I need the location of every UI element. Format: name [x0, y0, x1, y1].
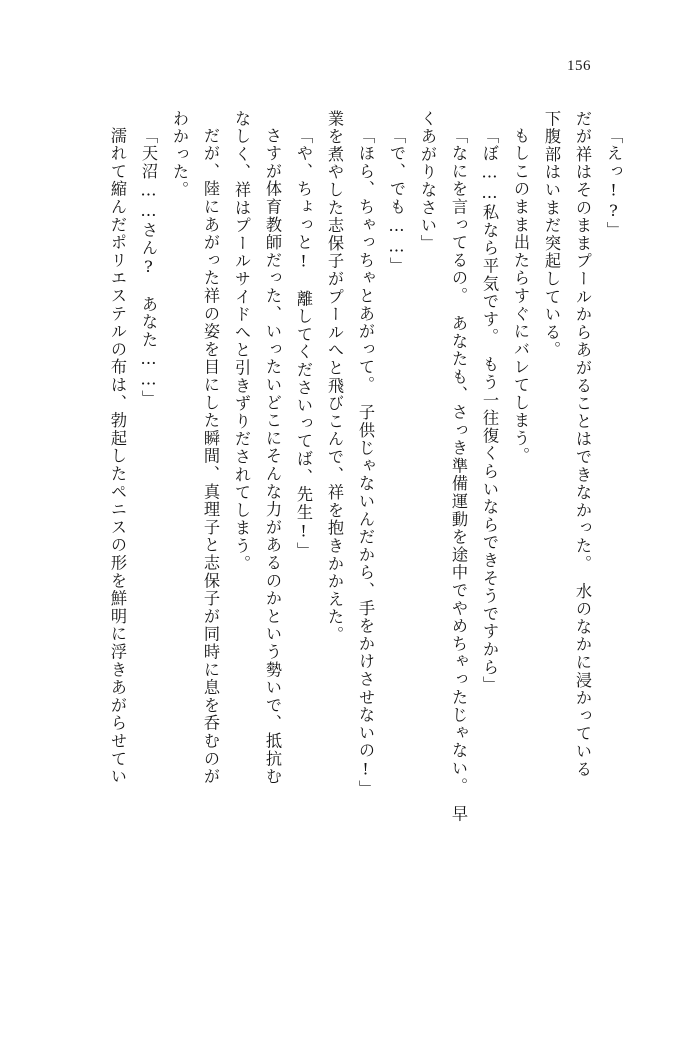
- text-line: 「天沼……さん? あなた……」: [139, 127, 158, 408]
- text-line: なしく、祥はプールサイドへと引きずりだされてしまう。: [232, 110, 251, 573]
- text-line: 業を煮やした志保子がプールへと飛びこんで、祥を抱きかかえた。: [325, 110, 344, 644]
- text-line: さすが体育教師だった、いったいどこにそんな力があるのかという勢いで、抵抗む: [263, 127, 282, 786]
- text-line: くあがりなさい」: [418, 110, 437, 253]
- text-line: 「えっ!?」: [604, 127, 623, 240]
- page-number: 156: [567, 58, 591, 74]
- text-line: だが、陸にあがった祥の姿を目にした瞬間、真理子と志保子が同時に息を呑むのが: [201, 127, 220, 786]
- text-line: 「ほら、ちゃっちゃとあがって。 子供じゃないんだから、手をかけさせないの!」: [356, 127, 375, 799]
- text-line: わかった。: [170, 110, 189, 199]
- text-line: 「ぼ……私なら平気です。 もう一往復くらいならできそうですから」: [480, 127, 499, 695]
- text-line: 「なにを言ってるの。 あなたも、さっき準備運動を途中でやめちゃったじゃない。 早: [449, 127, 468, 823]
- text-line: 下腹部はいまだ突起している。: [542, 110, 561, 360]
- text-line: 「で、でも……」: [387, 127, 406, 275]
- text-line: 「や、ちょっと! 離してくださいってば、先生!」: [294, 127, 313, 560]
- text-line: 濡れて縮んだポリエステルの布は、勃起したペニスの形を鮮明に浮きあがらせてい: [108, 127, 127, 786]
- vertical-text-block: [58, 110, 629, 965]
- text-line: だが祥はそのままプールからあがることはできなかった。 水のなかに浸かっている: [573, 110, 592, 779]
- text-line: もしこのまま出たらすぐにバレてしまう。: [511, 127, 530, 466]
